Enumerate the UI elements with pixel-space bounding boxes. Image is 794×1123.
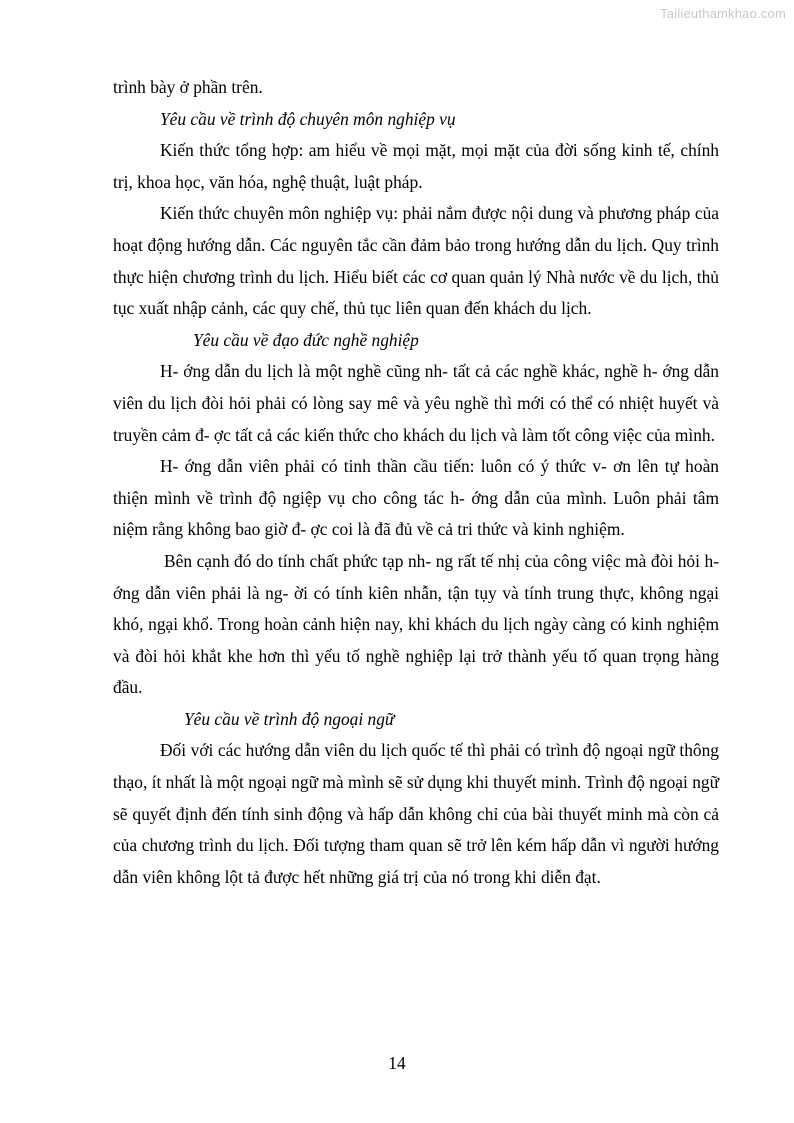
paragraph-foreign-language: Đối với các hướng dẫn viên du lịch quốc tế thì phải có trình độ ngoại ngữ thông thạo, ít nhất là một ngoại ngữ mà mình sẽ sử dụng khi thuyết minh. Trình độ ngoại ngữ sẽ quyết định đến tính sinh động và hấp dẫn không chỉ của bài thuyết minh mà còn cả của chương trình du lịch. Đối tượng tham quan sẽ trở lên kém hấp dẫn vì người hướng dẫn viên không lột tả được hết những giá trị của nó trong khi diễn đạt. <box>113 740 720 887</box>
paragraph-self-improvement: H- ớng dẫn viên phải có tinh thần cầu tiến: luôn có ý thức v- ơn lên tự hoàn thiện mình về trình độ ngiệp vụ cho công tác h- ớng dẫn của mình. Luôn phải tâm niệm rằng không bao giờ đ- ợc coi là đã đủ về cả tri thức và kinh nghiệm. <box>113 456 719 540</box>
paragraph-patience: Bên cạnh đó do tính chất phức tạp nh- ng rất tế nhị của công việc mà đòi hỏi h- ớng dẫn viên phải là ng- ời có tính kiên nhẫn, tận tụy và tính trung thực, không ngại khó, ngại khổ. Trong hoàn cảnh hiện nay, khi khách du lịch ngày càng có kinh nghiệm và đòi hỏi khắt khe hơn thì yếu tố nghề nghiệp lại trở thành yếu tố quan trọng hàng đầu. <box>113 550 719 698</box>
paragraph-continuation: trình bày ở phần trên. <box>113 77 263 97</box>
heading-professional-requirements: Yêu cầu về trình độ chuyên môn nghiệp vụ <box>160 108 456 129</box>
document-body <box>113 72 719 893</box>
paragraph-general-knowledge: Kiến thức tổng hợp: am hiểu về mọi mặt, mọi mặt của đời sống kinh tế, chính trị, khoa học, văn hóa, nghệ thuật, luật pháp. <box>113 140 719 192</box>
page-number: 14 <box>388 1053 406 1073</box>
heading-ethics-requirements: Yêu cầu về đạo đức nghề nghiệp <box>193 329 419 350</box>
paragraph-specialized-knowledge: Kiến thức chuyên môn nghiệp vụ: phải nắm được nội dung và phương pháp của hoạt động hướng dẫn. Các nguyên tắc cần đảm bảo trong hướng dẫn du lịch. Quy trình thực hiện chương trình du lịch. Hiểu biết các cơ quan quản lý Nhà nước về du lịch, thủ tục xuất nhập cảnh, các quy chế, thủ tục liên quan đến khách du lịch. <box>113 203 719 319</box>
heading-language-requirements: Yêu cầu về trình độ ngoại ngữ <box>184 708 395 729</box>
watermark-text: Tailieuthamkhao.com <box>660 6 786 21</box>
paragraph-passion: H- ớng dẫn du lịch là một nghề cũng nh- tất cả các nghề khác, nghề h- ớng dẫn viên du lịch đòi hỏi phải có lòng say mê và yêu nghề thì mới có thể có nhiệt huyết và truyền cảm đ- ợc tất cả các kiến thức cho khách du lịch và làm tốt công việc của mình. <box>113 361 719 445</box>
